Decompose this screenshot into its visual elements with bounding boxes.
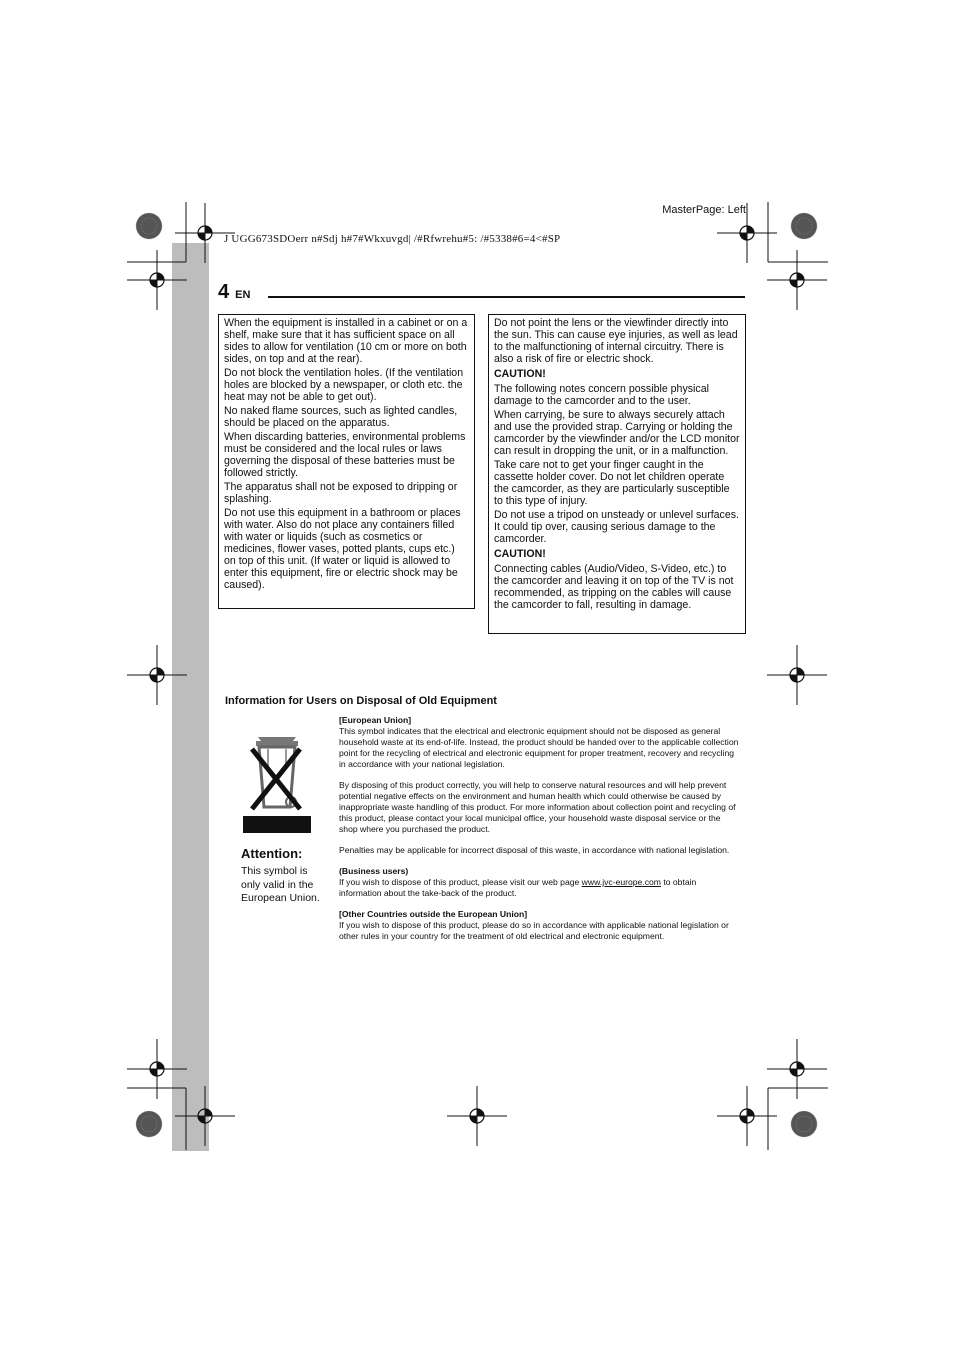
safety-paragraph: When the equipment is installed in a cabinet or on a shelf, make sure that it has sufficient space on all sides to allow for ventilation (10 cm or more on both sides, on top and at the rear). (224, 317, 468, 365)
color-target (136, 1111, 162, 1137)
other-countries-paragraph: If you wish to dispose of this product, please do so in accordance with applicable national legislation or other rules in your country for the treatment of old electrical and electronic equipment. (339, 920, 729, 941)
registration-mark (127, 645, 187, 705)
registration-mark (447, 1086, 507, 1146)
registration-mark (175, 1086, 235, 1146)
registration-mark (127, 1039, 187, 1099)
masterpage-label: MasterPage: Left (662, 204, 746, 216)
caution-heading: CAUTION! (494, 368, 546, 380)
eu-paragraph: Penalties may be applicable for incorrect disposal of this waste, in accordance with national legislation. (339, 845, 730, 855)
registration-mark (767, 1039, 827, 1099)
crossed-bin-icon (238, 727, 316, 835)
safety-paragraph: Do not point the lens or the viewfinder directly into the sun. This can cause eye injuries, as well as lead to the malfunctioning of internal circuitry. There is also a risk of fire or electric shock. (494, 317, 738, 365)
safety-paragraph: The apparatus shall not be exposed to dripping or splashing. (224, 481, 458, 505)
safety-paragraph: When carrying, be sure to always securely attach and use the provided strap. Carrying or holding the camcorder by the viewfinder and/or the LCD monitor can result in dropping the unit, or in a malfunction. (494, 409, 740, 457)
print-slug: J UGG673SDOerr n#Sdj h#7#Wkxuvgd| /#Rfwrehu#5: /#5338#6=4<#SP (224, 233, 561, 245)
registration-mark (767, 250, 827, 310)
safety-paragraph: Do not use a tripod on unsteady or unlevel surfaces. It could tip over, causing serious damage to the camcorder. (494, 509, 739, 545)
registration-mark (767, 645, 827, 705)
color-target (136, 213, 162, 239)
color-target (791, 1111, 817, 1137)
safety-paragraph: Do not use this equipment in a bathroom or places with water. Also do not place any containers filled with water or liquids (such as cosmetics or medicines, flower vases, potted plants, cups etc.) on top of this unit. (If water or liquid is allowed to enter this equipment, fire or electric shock may be caused). (224, 507, 461, 591)
safety-paragraph: Do not block the ventilation holes. (If the ventilation holes are blocked by a newspaper, or cloth etc. the heat may not be able to get out). (224, 367, 464, 403)
business-heading: (Business users) (339, 866, 409, 876)
eu-paragraph: By disposing of this product correctly, you will help to conserve natural resources and will help prevent potential negative effects on the environment and human health which could otherwise be caused by inappropriate waste handling of this product. For more information about collection point and recycling of this product, please contact your local municipal office, your household waste disposal service or the shop where you purchased the product. (339, 780, 736, 834)
attention-text: This symbol is only valid in the European Union. (241, 865, 320, 904)
safety-paragraph: No naked flame sources, such as lighted candles, should be placed on the apparatus. (224, 405, 458, 429)
page-number: 4 EN (218, 281, 251, 303)
safety-paragraph: Take care not to get your finger caught in the cassette holder cover. Do not let children operate the camcorder, as they are particularly susceptible to this type of injury. (494, 459, 730, 507)
disposal-title: Information for Users on Disposal of Old Equipment (225, 695, 497, 707)
caution-heading: CAUTION! (494, 548, 546, 560)
eu-paragraph: This symbol indicates that the electrical and electronic equipment should not be disposed as general household waste at its end-of-life. Instead, the product should be handed over to the applicable collection point for the recycling of electrical and electronic equipment for proper treatment, recovery and recycling in accordance with your national legislation. (339, 726, 739, 769)
safety-paragraph: The following notes concern possible physical damage to the camcorder and to the user. (494, 383, 709, 407)
disposal-text (339, 715, 739, 952)
color-target (791, 213, 817, 239)
page-lang: EN (235, 289, 251, 301)
jvc-europe-link[interactable]: www.jvc-europe.com (581, 877, 661, 887)
business-paragraph: If you wish to dispose of this product, please visit our web page www.jvc-europe.com to obtain information about the take-back of the product. (339, 877, 697, 898)
safety-paragraph: Connecting cables (Audio/Video, S-Video, etc.) to the camcorder and leaving it on top of the TV is not recommended, as tripping on the cables will cause the camcorder to fall, resulting in damage. (494, 563, 734, 611)
attention-heading: Attention: (241, 846, 303, 861)
header-rule (268, 296, 745, 298)
safety-paragraph: When discarding batteries, environmental problems must be considered and the local rules or laws governing the disposal of these batteries must be followed strictly. (224, 431, 466, 479)
safety-box-right (488, 314, 746, 634)
other-countries-heading: [Other Countries outside the European Union] (339, 909, 528, 919)
eu-heading: [European Union] (339, 715, 412, 725)
registration-mark (127, 250, 187, 310)
safety-box-left (218, 314, 475, 609)
